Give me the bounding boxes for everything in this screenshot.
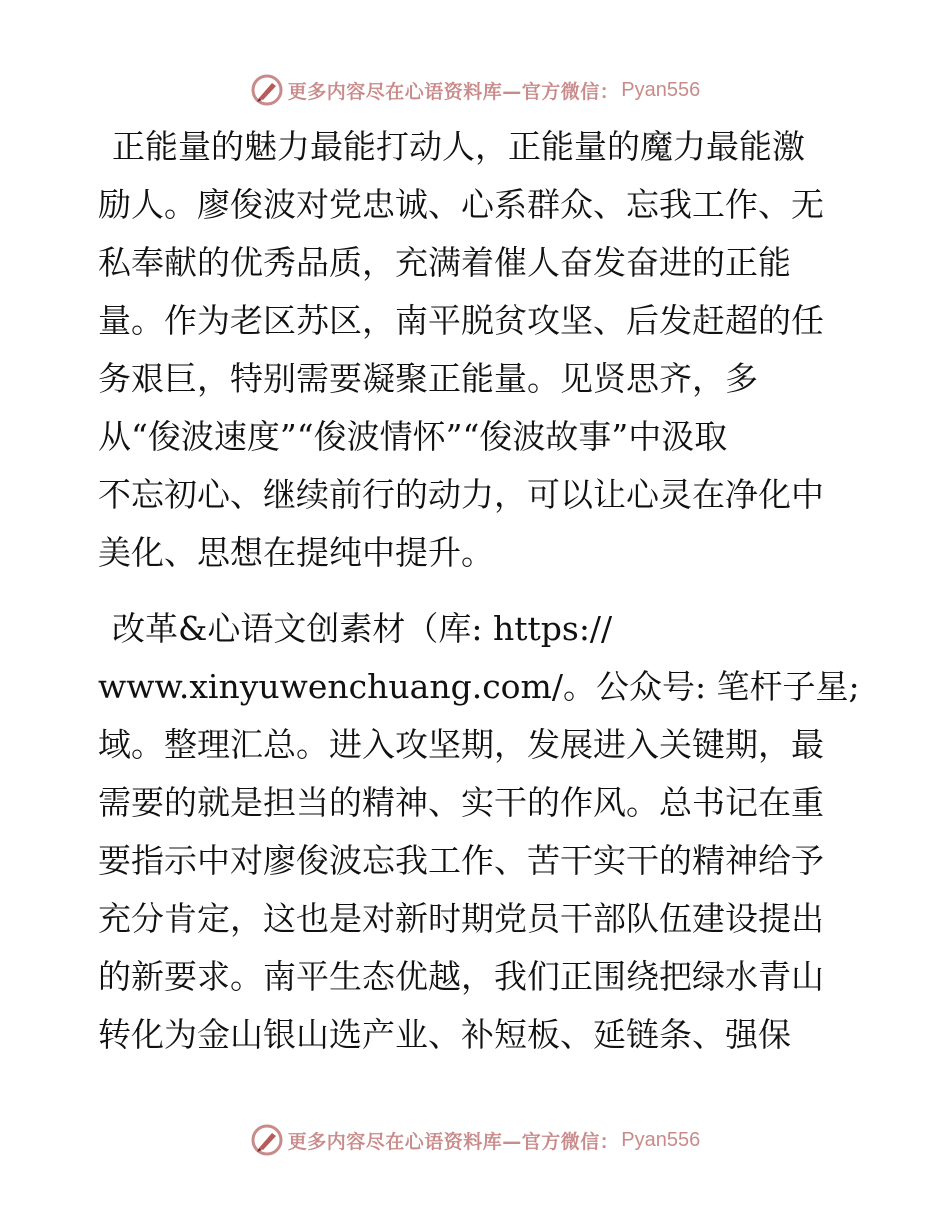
document-body bbox=[98, 118, 858, 1064]
page-header-watermark bbox=[0, 70, 950, 110]
page-footer-watermark bbox=[0, 1120, 950, 1160]
text-line: 务艰巨，特别需要凝聚正能量。见贤思齐，多 bbox=[98, 359, 758, 398]
text-line: 转化为金山银山选产业、补短板、延链条、强保 bbox=[98, 1015, 791, 1054]
text-line: 要指示中对廖俊波忘我工作、苦干实干的精神给予 bbox=[98, 841, 824, 880]
watermark-handle: Pyan556 bbox=[621, 1128, 701, 1151]
text-line: 美化、思想在提纯中提升。 bbox=[98, 533, 494, 572]
text-line: 需要的就是担当的精神、实干的作风。总书记在重 bbox=[98, 783, 824, 822]
text-line: 域。整理汇总。进入攻坚期，发展进入关键期，最 bbox=[98, 725, 824, 764]
text-line: 量。作为老区苏区，南平脱贫攻坚、后发赶超的任 bbox=[98, 301, 824, 340]
text-line: 改革&心语文创素材（库: https:// bbox=[112, 609, 613, 648]
watermark-text: 更多内容尽在心语资料库—官方微信： bbox=[287, 1130, 620, 1153]
pen-seal-icon bbox=[250, 1123, 284, 1157]
text-line: 不忘初心、继续前行的动力，可以让心灵在净化中 bbox=[98, 475, 824, 514]
watermark-text: 更多内容尽在心语资料库—官方微信： bbox=[287, 80, 620, 103]
paragraph bbox=[98, 118, 858, 582]
text-line: 从“俊波速度”“俊波情怀”“俊波故事”中汲取 bbox=[98, 417, 728, 456]
watermark-handle: Pyan556 bbox=[621, 78, 701, 101]
paragraph-gap bbox=[98, 582, 858, 600]
text-line: 励人。廖俊波对党忠诚、心系群众、忘我工作、无 bbox=[98, 185, 824, 224]
paragraph bbox=[98, 600, 858, 1064]
text-line: 的新要求。南平生态优越，我们正围绕把绿水青山 bbox=[98, 957, 824, 996]
pen-seal-icon bbox=[250, 73, 284, 107]
text-line: 充分肯定，这也是对新时期党员干部队伍建设提出 bbox=[98, 899, 824, 938]
text-line: 正能量的魅力最能打动人，正能量的魔力最能激 bbox=[112, 127, 805, 166]
text-line: 私奉献的优秀品质，充满着催人奋发奋进的正能 bbox=[98, 243, 791, 282]
text-line: www.xinyuwenchuang.com/。公众号: 笔杆子星; bbox=[98, 667, 860, 706]
